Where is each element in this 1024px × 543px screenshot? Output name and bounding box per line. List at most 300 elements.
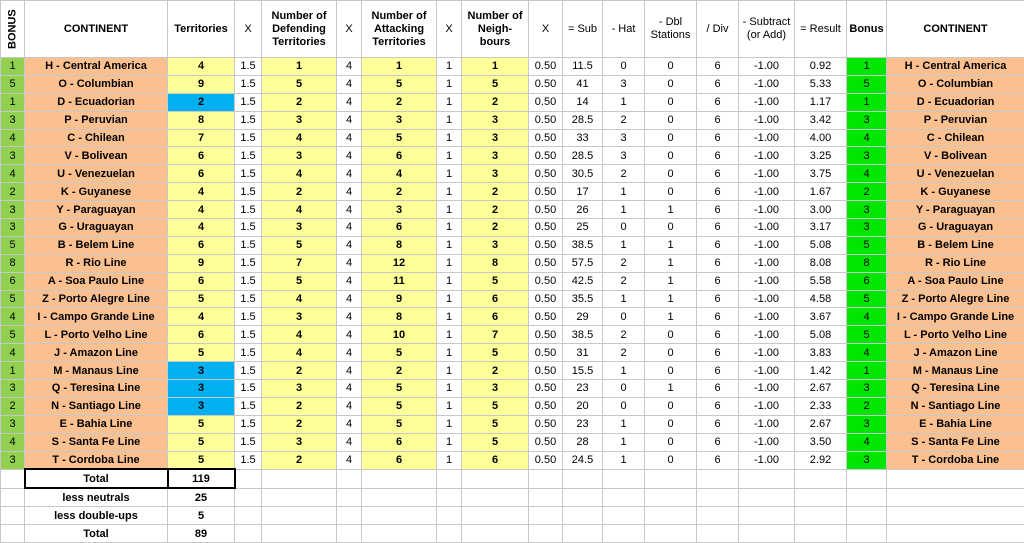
- summary-value[interactable]: 119: [168, 469, 235, 488]
- multiplier-cell[interactable]: 0.50: [529, 308, 563, 326]
- territories-cell[interactable]: 5: [168, 451, 235, 469]
- result-cell[interactable]: 5.33: [795, 75, 847, 93]
- empty-cell[interactable]: [887, 488, 1024, 506]
- sub-cell[interactable]: 42.5: [563, 272, 603, 290]
- empty-cell[interactable]: [1, 507, 25, 525]
- multiplier-cell[interactable]: 1.5: [235, 433, 262, 451]
- div-cell[interactable]: 6: [697, 397, 739, 415]
- multiplier-cell[interactable]: 1.5: [235, 362, 262, 380]
- continent-cell[interactable]: Q - Teresina Line: [25, 380, 168, 398]
- empty-cell[interactable]: [697, 525, 739, 543]
- div-cell[interactable]: 6: [697, 93, 739, 111]
- multiplier-cell[interactable]: 0.50: [529, 183, 563, 201]
- div-cell[interactable]: 6: [697, 272, 739, 290]
- multiplier-cell[interactable]: 1.5: [235, 451, 262, 469]
- multiplier-cell[interactable]: 0.50: [529, 219, 563, 237]
- empty-cell[interactable]: [739, 507, 795, 525]
- multiplier-cell[interactable]: 1: [437, 129, 462, 147]
- defending-cell[interactable]: 5: [262, 75, 337, 93]
- multiplier-cell[interactable]: 4: [337, 129, 362, 147]
- attacking-cell[interactable]: 1: [362, 58, 437, 76]
- territories-cell[interactable]: 4: [168, 308, 235, 326]
- bonus-cell[interactable]: 4: [1, 308, 25, 326]
- hat-cell[interactable]: 1: [603, 433, 645, 451]
- bonus-result-cell[interactable]: 3: [847, 111, 887, 129]
- defending-cell[interactable]: 5: [262, 272, 337, 290]
- continent-cell-right[interactable]: U - Venezuelan: [887, 165, 1024, 183]
- multiplier-cell[interactable]: 1.5: [235, 308, 262, 326]
- attacking-cell[interactable]: 12: [362, 254, 437, 272]
- continent-cell-right[interactable]: Q - Teresina Line: [887, 380, 1024, 398]
- result-cell[interactable]: 3.00: [795, 201, 847, 219]
- bonus-result-cell[interactable]: 3: [847, 219, 887, 237]
- empty-cell[interactable]: [235, 488, 262, 506]
- multiplier-cell[interactable]: 1: [437, 201, 462, 219]
- multiplier-cell[interactable]: 4: [337, 183, 362, 201]
- dbl-stations-cell[interactable]: 0: [645, 183, 697, 201]
- sub-cell[interactable]: 28: [563, 433, 603, 451]
- empty-cell[interactable]: [795, 469, 847, 488]
- continent-cell[interactable]: V - Bolivean: [25, 147, 168, 165]
- bonus-result-cell[interactable]: 1: [847, 58, 887, 76]
- sub-cell[interactable]: 25: [563, 219, 603, 237]
- div-cell[interactable]: 6: [697, 415, 739, 433]
- dbl-stations-cell[interactable]: 0: [645, 58, 697, 76]
- multiplier-cell[interactable]: 4: [337, 165, 362, 183]
- territories-cell[interactable]: 7: [168, 129, 235, 147]
- territories-cell[interactable]: 2: [168, 93, 235, 111]
- div-cell[interactable]: 6: [697, 433, 739, 451]
- continent-cell[interactable]: E - Bahia Line: [25, 415, 168, 433]
- defending-cell[interactable]: 7: [262, 254, 337, 272]
- sub-cell[interactable]: 38.5: [563, 326, 603, 344]
- continent-cell[interactable]: P - Peruvian: [25, 111, 168, 129]
- summary-label[interactable]: Total: [25, 469, 168, 488]
- multiplier-cell[interactable]: 4: [337, 75, 362, 93]
- territories-cell[interactable]: 5: [168, 415, 235, 433]
- defending-cell[interactable]: 3: [262, 111, 337, 129]
- hat-cell[interactable]: 1: [603, 451, 645, 469]
- defending-cell[interactable]: 2: [262, 362, 337, 380]
- sub-cell[interactable]: 20: [563, 397, 603, 415]
- neighbours-cell[interactable]: 5: [462, 433, 529, 451]
- empty-cell[interactable]: [697, 469, 739, 488]
- empty-cell[interactable]: [1, 488, 25, 506]
- header-continent[interactable]: CONTINENT: [25, 1, 168, 58]
- empty-cell[interactable]: [739, 488, 795, 506]
- multiplier-cell[interactable]: 0.50: [529, 93, 563, 111]
- territories-cell[interactable]: 5: [168, 344, 235, 362]
- territories-cell[interactable]: 8: [168, 111, 235, 129]
- summary-label[interactable]: Total: [25, 525, 168, 543]
- subtract-cell[interactable]: -1.00: [739, 433, 795, 451]
- continent-cell[interactable]: G - Uraguayan: [25, 219, 168, 237]
- sub-cell[interactable]: 28.5: [563, 147, 603, 165]
- empty-cell[interactable]: [235, 469, 262, 488]
- result-cell[interactable]: 2.92: [795, 451, 847, 469]
- multiplier-cell[interactable]: 1.5: [235, 129, 262, 147]
- result-cell[interactable]: 5.08: [795, 236, 847, 254]
- header-result[interactable]: = Result: [795, 1, 847, 58]
- hat-cell[interactable]: 1: [603, 93, 645, 111]
- div-cell[interactable]: 6: [697, 165, 739, 183]
- multiplier-cell[interactable]: 1.5: [235, 201, 262, 219]
- bonus-result-cell[interactable]: 5: [847, 290, 887, 308]
- header-x2[interactable]: X: [337, 1, 362, 58]
- bonus-result-cell[interactable]: 3: [847, 147, 887, 165]
- result-cell[interactable]: 0.92: [795, 58, 847, 76]
- empty-cell[interactable]: [603, 525, 645, 543]
- continent-cell[interactable]: N - Santiago Line: [25, 397, 168, 415]
- multiplier-cell[interactable]: 1.5: [235, 344, 262, 362]
- continent-cell[interactable]: L - Porto Velho Line: [25, 326, 168, 344]
- subtract-cell[interactable]: -1.00: [739, 308, 795, 326]
- bonus-result-cell[interactable]: 4: [847, 344, 887, 362]
- header-attacking[interactable]: Number of Attacking Territories: [362, 1, 437, 58]
- empty-cell[interactable]: [337, 469, 362, 488]
- attacking-cell[interactable]: 6: [362, 451, 437, 469]
- empty-cell[interactable]: [437, 525, 462, 543]
- empty-cell[interactable]: [603, 507, 645, 525]
- continent-cell[interactable]: S - Santa Fe Line: [25, 433, 168, 451]
- bonus-cell[interactable]: 6: [1, 272, 25, 290]
- hat-cell[interactable]: 1: [603, 415, 645, 433]
- multiplier-cell[interactable]: 1: [437, 272, 462, 290]
- multiplier-cell[interactable]: 0.50: [529, 254, 563, 272]
- hat-cell[interactable]: 2: [603, 111, 645, 129]
- continent-cell-right[interactable]: G - Uraguayan: [887, 219, 1024, 237]
- sub-cell[interactable]: 11.5: [563, 58, 603, 76]
- bonus-cell[interactable]: 3: [1, 451, 25, 469]
- subtract-cell[interactable]: -1.00: [739, 397, 795, 415]
- continent-cell[interactable]: C - Chilean: [25, 129, 168, 147]
- multiplier-cell[interactable]: 0.50: [529, 362, 563, 380]
- summary-value[interactable]: 89: [168, 525, 235, 543]
- empty-cell[interactable]: [887, 525, 1024, 543]
- result-cell[interactable]: 4.58: [795, 290, 847, 308]
- sub-cell[interactable]: 30.5: [563, 165, 603, 183]
- multiplier-cell[interactable]: 4: [337, 362, 362, 380]
- div-cell[interactable]: 6: [697, 75, 739, 93]
- neighbours-cell[interactable]: 5: [462, 75, 529, 93]
- multiplier-cell[interactable]: 4: [337, 236, 362, 254]
- continent-cell-right[interactable]: M - Manaus Line: [887, 362, 1024, 380]
- empty-cell[interactable]: [603, 469, 645, 488]
- continent-cell-right[interactable]: I - Campo Grande Line: [887, 308, 1024, 326]
- summary-label[interactable]: less double-ups: [25, 507, 168, 525]
- empty-cell[interactable]: [437, 507, 462, 525]
- empty-cell[interactable]: [462, 488, 529, 506]
- neighbours-cell[interactable]: 6: [462, 308, 529, 326]
- multiplier-cell[interactable]: 4: [337, 93, 362, 111]
- dbl-stations-cell[interactable]: 0: [645, 362, 697, 380]
- hat-cell[interactable]: 2: [603, 254, 645, 272]
- subtract-cell[interactable]: -1.00: [739, 362, 795, 380]
- result-cell[interactable]: 3.67: [795, 308, 847, 326]
- result-cell[interactable]: 1.17: [795, 93, 847, 111]
- hat-cell[interactable]: 0: [603, 380, 645, 398]
- attacking-cell[interactable]: 6: [362, 147, 437, 165]
- neighbours-cell[interactable]: 1: [462, 58, 529, 76]
- summary-value[interactable]: 5: [168, 507, 235, 525]
- multiplier-cell[interactable]: 0.50: [529, 75, 563, 93]
- empty-cell[interactable]: [563, 525, 603, 543]
- empty-cell[interactable]: [337, 488, 362, 506]
- territories-cell[interactable]: 4: [168, 219, 235, 237]
- div-cell[interactable]: 6: [697, 236, 739, 254]
- multiplier-cell[interactable]: 1: [437, 75, 462, 93]
- neighbours-cell[interactable]: 3: [462, 380, 529, 398]
- bonus-cell[interactable]: 4: [1, 165, 25, 183]
- summary-value[interactable]: 25: [168, 488, 235, 506]
- neighbours-cell[interactable]: 3: [462, 111, 529, 129]
- continent-cell-right[interactable]: E - Bahia Line: [887, 415, 1024, 433]
- continent-cell-right[interactable]: S - Santa Fe Line: [887, 433, 1024, 451]
- bonus-cell[interactable]: 3: [1, 219, 25, 237]
- territories-cell[interactable]: 9: [168, 254, 235, 272]
- neighbours-cell[interactable]: 5: [462, 272, 529, 290]
- neighbours-cell[interactable]: 2: [462, 201, 529, 219]
- subtract-cell[interactable]: -1.00: [739, 147, 795, 165]
- bonus-cell[interactable]: 2: [1, 183, 25, 201]
- continent-cell-right[interactable]: P - Peruvian: [887, 111, 1024, 129]
- subtract-cell[interactable]: -1.00: [739, 380, 795, 398]
- empty-cell[interactable]: [262, 525, 337, 543]
- multiplier-cell[interactable]: 4: [337, 344, 362, 362]
- continent-cell-right[interactable]: K - Guyanese: [887, 183, 1024, 201]
- continent-cell-right[interactable]: R - Rio Line: [887, 254, 1024, 272]
- attacking-cell[interactable]: 8: [362, 236, 437, 254]
- result-cell[interactable]: 5.08: [795, 326, 847, 344]
- continent-cell-right[interactable]: L - Porto Velho Line: [887, 326, 1024, 344]
- hat-cell[interactable]: 3: [603, 129, 645, 147]
- continent-cell-right[interactable]: Z - Porto Alegre Line: [887, 290, 1024, 308]
- attacking-cell[interactable]: 2: [362, 362, 437, 380]
- empty-cell[interactable]: [529, 507, 563, 525]
- multiplier-cell[interactable]: 1.5: [235, 415, 262, 433]
- empty-cell[interactable]: [563, 507, 603, 525]
- territories-cell[interactable]: 4: [168, 201, 235, 219]
- neighbours-cell[interactable]: 5: [462, 397, 529, 415]
- sub-cell[interactable]: 29: [563, 308, 603, 326]
- empty-cell[interactable]: [437, 469, 462, 488]
- multiplier-cell[interactable]: 4: [337, 290, 362, 308]
- attacking-cell[interactable]: 2: [362, 93, 437, 111]
- defending-cell[interactable]: 3: [262, 308, 337, 326]
- dbl-stations-cell[interactable]: 0: [645, 415, 697, 433]
- continent-cell-right[interactable]: N - Santiago Line: [887, 397, 1024, 415]
- multiplier-cell[interactable]: 0.50: [529, 326, 563, 344]
- multiplier-cell[interactable]: 4: [337, 254, 362, 272]
- empty-cell[interactable]: [739, 525, 795, 543]
- multiplier-cell[interactable]: 0.50: [529, 380, 563, 398]
- multiplier-cell[interactable]: 1: [437, 58, 462, 76]
- territories-cell[interactable]: 3: [168, 397, 235, 415]
- empty-cell[interactable]: [645, 507, 697, 525]
- bonus-result-cell[interactable]: 1: [847, 93, 887, 111]
- multiplier-cell[interactable]: 4: [337, 201, 362, 219]
- sub-cell[interactable]: 35.5: [563, 290, 603, 308]
- empty-cell[interactable]: [462, 525, 529, 543]
- multiplier-cell[interactable]: 1: [437, 147, 462, 165]
- subtract-cell[interactable]: -1.00: [739, 58, 795, 76]
- dbl-stations-cell[interactable]: 1: [645, 201, 697, 219]
- bonus-result-cell[interactable]: 3: [847, 451, 887, 469]
- attacking-cell[interactable]: 5: [362, 129, 437, 147]
- territories-cell[interactable]: 4: [168, 58, 235, 76]
- div-cell[interactable]: 6: [697, 326, 739, 344]
- territories-cell[interactable]: 3: [168, 362, 235, 380]
- territories-cell[interactable]: 6: [168, 147, 235, 165]
- continent-cell-right[interactable]: O - Columbian: [887, 75, 1024, 93]
- bonus-cell[interactable]: 5: [1, 236, 25, 254]
- multiplier-cell[interactable]: 1: [437, 254, 462, 272]
- attacking-cell[interactable]: 5: [362, 397, 437, 415]
- multiplier-cell[interactable]: 1: [437, 362, 462, 380]
- bonus-result-cell[interactable]: 8: [847, 254, 887, 272]
- header-hat[interactable]: - Hat: [603, 1, 645, 58]
- empty-cell[interactable]: [262, 469, 337, 488]
- multiplier-cell[interactable]: 4: [337, 111, 362, 129]
- attacking-cell[interactable]: 6: [362, 219, 437, 237]
- multiplier-cell[interactable]: 4: [337, 397, 362, 415]
- empty-cell[interactable]: [847, 469, 887, 488]
- bonus-cell[interactable]: 2: [1, 397, 25, 415]
- dbl-stations-cell[interactable]: 1: [645, 380, 697, 398]
- defending-cell[interactable]: 4: [262, 344, 337, 362]
- multiplier-cell[interactable]: 0.50: [529, 451, 563, 469]
- multiplier-cell[interactable]: 0.50: [529, 236, 563, 254]
- defending-cell[interactable]: 3: [262, 433, 337, 451]
- div-cell[interactable]: 6: [697, 147, 739, 165]
- empty-cell[interactable]: [603, 488, 645, 506]
- empty-cell[interactable]: [1, 469, 25, 488]
- dbl-stations-cell[interactable]: 1: [645, 290, 697, 308]
- attacking-cell[interactable]: 8: [362, 308, 437, 326]
- div-cell[interactable]: 6: [697, 129, 739, 147]
- continent-cell[interactable]: J - Amazon Line: [25, 344, 168, 362]
- bonus-result-cell[interactable]: 2: [847, 397, 887, 415]
- multiplier-cell[interactable]: 1: [437, 219, 462, 237]
- header-subtract[interactable]: - Subtract (or Add): [739, 1, 795, 58]
- continent-cell-right[interactable]: D - Ecuadorian: [887, 93, 1024, 111]
- multiplier-cell[interactable]: 4: [337, 308, 362, 326]
- empty-cell[interactable]: [847, 488, 887, 506]
- hat-cell[interactable]: 0: [603, 219, 645, 237]
- dbl-stations-cell[interactable]: 0: [645, 344, 697, 362]
- bonus-cell[interactable]: 3: [1, 201, 25, 219]
- empty-cell[interactable]: [462, 469, 529, 488]
- result-cell[interactable]: 3.17: [795, 219, 847, 237]
- dbl-stations-cell[interactable]: 0: [645, 165, 697, 183]
- sub-cell[interactable]: 14: [563, 93, 603, 111]
- multiplier-cell[interactable]: 1: [437, 415, 462, 433]
- neighbours-cell[interactable]: 2: [462, 219, 529, 237]
- continent-cell-right[interactable]: B - Belem Line: [887, 236, 1024, 254]
- bonus-cell[interactable]: 5: [1, 75, 25, 93]
- multiplier-cell[interactable]: 0.50: [529, 147, 563, 165]
- header-defending[interactable]: Number of Defending Territories: [262, 1, 337, 58]
- bonus-cell[interactable]: 5: [1, 290, 25, 308]
- territories-cell[interactable]: 6: [168, 326, 235, 344]
- attacking-cell[interactable]: 10: [362, 326, 437, 344]
- continent-cell[interactable]: Y - Paraguayan: [25, 201, 168, 219]
- multiplier-cell[interactable]: 1: [437, 165, 462, 183]
- div-cell[interactable]: 6: [697, 308, 739, 326]
- multiplier-cell[interactable]: 1: [437, 344, 462, 362]
- multiplier-cell[interactable]: 1: [437, 111, 462, 129]
- attacking-cell[interactable]: 6: [362, 433, 437, 451]
- subtract-cell[interactable]: -1.00: [739, 93, 795, 111]
- multiplier-cell[interactable]: 1: [437, 93, 462, 111]
- multiplier-cell[interactable]: 1.5: [235, 254, 262, 272]
- multiplier-cell[interactable]: 0.50: [529, 165, 563, 183]
- div-cell[interactable]: 6: [697, 344, 739, 362]
- bonus-result-cell[interactable]: 4: [847, 433, 887, 451]
- bonus-result-cell[interactable]: 4: [847, 165, 887, 183]
- continent-cell[interactable]: M - Manaus Line: [25, 362, 168, 380]
- bonus-result-cell[interactable]: 4: [847, 308, 887, 326]
- bonus-result-cell[interactable]: 6: [847, 272, 887, 290]
- continent-cell-right[interactable]: J - Amazon Line: [887, 344, 1024, 362]
- multiplier-cell[interactable]: 4: [337, 380, 362, 398]
- result-cell[interactable]: 2.67: [795, 415, 847, 433]
- empty-cell[interactable]: [437, 488, 462, 506]
- result-cell[interactable]: 2.67: [795, 380, 847, 398]
- dbl-stations-cell[interactable]: 0: [645, 129, 697, 147]
- neighbours-cell[interactable]: 7: [462, 326, 529, 344]
- continent-cell[interactable]: Z - Porto Alegre Line: [25, 290, 168, 308]
- neighbours-cell[interactable]: 3: [462, 165, 529, 183]
- empty-cell[interactable]: [235, 525, 262, 543]
- neighbours-cell[interactable]: 3: [462, 147, 529, 165]
- defending-cell[interactable]: 2: [262, 93, 337, 111]
- hat-cell[interactable]: 2: [603, 326, 645, 344]
- attacking-cell[interactable]: 4: [362, 165, 437, 183]
- bonus-cell[interactable]: 1: [1, 58, 25, 76]
- sub-cell[interactable]: 23: [563, 415, 603, 433]
- sub-cell[interactable]: 15.5: [563, 362, 603, 380]
- subtract-cell[interactable]: -1.00: [739, 326, 795, 344]
- empty-cell[interactable]: [529, 525, 563, 543]
- dbl-stations-cell[interactable]: 0: [645, 433, 697, 451]
- dbl-stations-cell[interactable]: 0: [645, 397, 697, 415]
- subtract-cell[interactable]: -1.00: [739, 254, 795, 272]
- dbl-stations-cell[interactable]: 0: [645, 111, 697, 129]
- div-cell[interactable]: 6: [697, 201, 739, 219]
- continent-cell-right[interactable]: C - Chilean: [887, 129, 1024, 147]
- defending-cell[interactable]: 1: [262, 58, 337, 76]
- header-x3[interactable]: X: [437, 1, 462, 58]
- bonus-cell[interactable]: 1: [1, 362, 25, 380]
- bonus-result-cell[interactable]: 3: [847, 380, 887, 398]
- continent-cell-right[interactable]: V - Bolivean: [887, 147, 1024, 165]
- continent-cell[interactable]: B - Belem Line: [25, 236, 168, 254]
- continent-cell[interactable]: D - Ecuadorian: [25, 93, 168, 111]
- territories-cell[interactable]: 5: [168, 433, 235, 451]
- multiplier-cell[interactable]: 4: [337, 147, 362, 165]
- continent-cell[interactable]: I - Campo Grande Line: [25, 308, 168, 326]
- subtract-cell[interactable]: -1.00: [739, 201, 795, 219]
- continent-cell[interactable]: A - Soa Paulo Line: [25, 272, 168, 290]
- multiplier-cell[interactable]: 1.5: [235, 290, 262, 308]
- multiplier-cell[interactable]: 4: [337, 272, 362, 290]
- sub-cell[interactable]: 33: [563, 129, 603, 147]
- result-cell[interactable]: 3.75: [795, 165, 847, 183]
- div-cell[interactable]: 6: [697, 219, 739, 237]
- dbl-stations-cell[interactable]: 0: [645, 75, 697, 93]
- defending-cell[interactable]: 5: [262, 236, 337, 254]
